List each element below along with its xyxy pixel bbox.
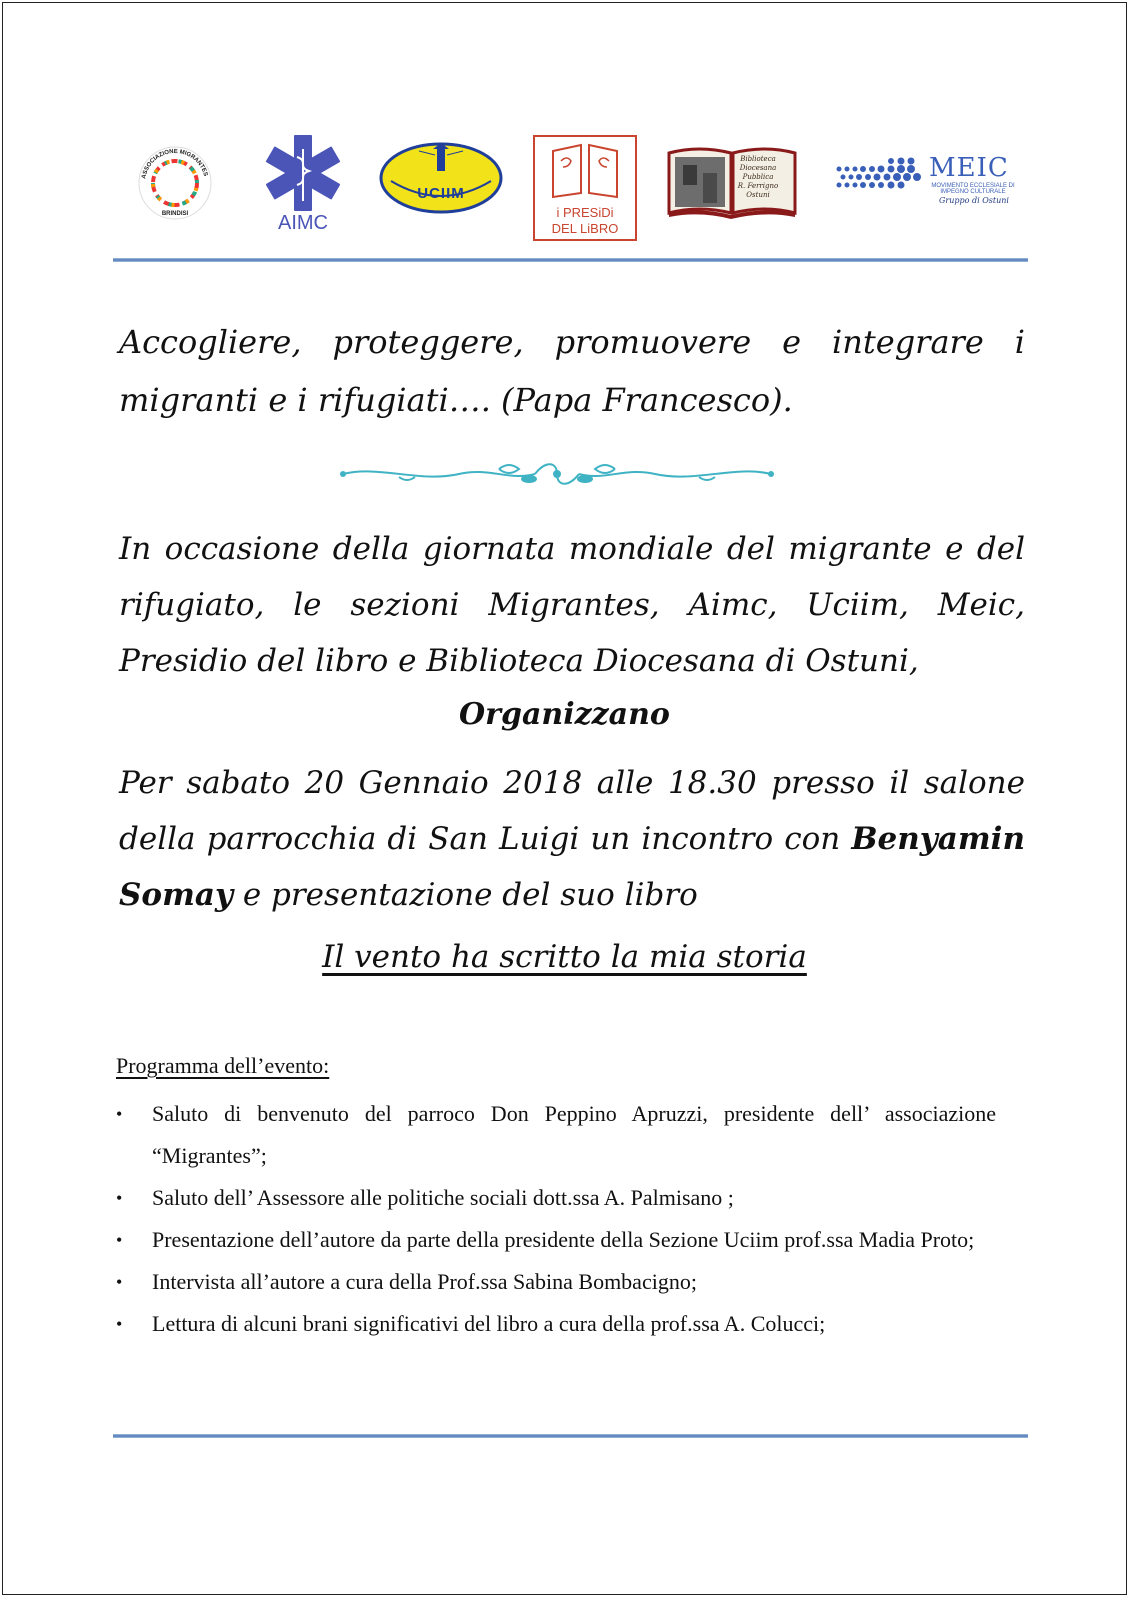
organizzano-heading: Organizzano bbox=[459, 697, 670, 732]
meic-title: MEIC bbox=[929, 153, 1009, 183]
book-title-text: Il vento ha scritto la mia storia bbox=[322, 939, 807, 975]
meic-group: Gruppo di Ostuni bbox=[939, 196, 1009, 205]
lighthouse-icon bbox=[379, 141, 503, 215]
star-of-life-icon bbox=[251, 131, 355, 215]
intro-paragraph: In occasione della giornata mondiale del migrante e del rifugiato, le sezioni Migrantes, Aimc, Uciim, Meic, Presidio del libro e Biblioteca Diocesana di Ostuni, bbox=[119, 531, 1025, 679]
meic-subtitle: MOVIMENTO ECCLESIALE DI IMPEGNO CULTURALE bbox=[931, 183, 1015, 195]
guest-name: Benyamin Somay bbox=[119, 821, 1025, 913]
event-paragraph bbox=[119, 755, 1025, 923]
biblioteca-diocesana-logo bbox=[665, 143, 799, 221]
aimc-logo bbox=[251, 131, 355, 239]
presidi-label-line1: i PRESiDi bbox=[556, 205, 614, 220]
top-divider bbox=[113, 258, 1028, 262]
flyer-page bbox=[2, 2, 1127, 1595]
migrantes-ring-icon bbox=[135, 143, 215, 223]
event-text-after: e presentazione del suo libro bbox=[232, 877, 698, 913]
book-faces-icon bbox=[535, 137, 635, 203]
svg-text:ASSOCIAZIONE MIGRANTES: ASSOCIAZIONE MIGRANTES bbox=[141, 148, 209, 180]
biblioteca-line: Pubblica bbox=[742, 173, 774, 181]
bottom-divider bbox=[113, 1434, 1028, 1438]
aimc-label: AIMC bbox=[278, 212, 328, 234]
uciim-logo bbox=[379, 141, 503, 215]
biblioteca-line: Ostuni bbox=[746, 191, 770, 199]
list-item: • Lettura di alcuni brani significativi del libro a cura della prof.ssa A. Colucci; bbox=[116, 1303, 996, 1345]
meic-logo bbox=[833, 151, 1019, 209]
book-title bbox=[3, 939, 1126, 975]
event-text-before: Per sabato 20 Gennaio 2018 alle 18.30 presso il salone della parrocchia di San Luigi un incontro con bbox=[119, 765, 1025, 857]
headline-quote: Accogliere, proteggere, promuovere e integrare i migranti e i rifugiati…. (Papa Francesco). bbox=[119, 323, 1025, 419]
dots-wave-icon bbox=[833, 151, 925, 199]
uciim-label: UCIIM bbox=[417, 185, 465, 202]
biblioteca-line: Diocesana bbox=[739, 164, 777, 172]
presidi-label-line2: DEL LiBRO bbox=[551, 221, 619, 236]
list-item: • Intervista all’autore a cura della Prof.ssa Sabina Bombacigno; bbox=[116, 1261, 996, 1303]
biblioteca-line: R. Ferrigno bbox=[737, 182, 779, 190]
svg-text:BRINDISI: BRINDISI bbox=[161, 211, 189, 217]
list-item: • Saluto di benvenuto del parroco Don Peppino Apruzzi, presidente dell’ associazione “Migrantes”; bbox=[116, 1093, 996, 1177]
program-list bbox=[116, 1093, 996, 1345]
list-item: • Saluto dell’ Assessore alle politiche sociali dott.ssa A. Palmisano ; bbox=[116, 1177, 996, 1219]
ornament-divider-icon bbox=[339, 457, 775, 491]
program-heading: Programma dell’evento: bbox=[116, 1053, 330, 1078]
list-item: • Presentazione dell’autore da parte della presidente della Sezione Uciim prof.ssa Madia Proto; bbox=[116, 1219, 996, 1261]
migrantes-logo bbox=[135, 143, 215, 223]
presidi-del-libro-logo bbox=[533, 135, 637, 241]
biblioteca-line: Biblioteca bbox=[740, 155, 776, 163]
biblioteca-text bbox=[727, 155, 789, 200]
